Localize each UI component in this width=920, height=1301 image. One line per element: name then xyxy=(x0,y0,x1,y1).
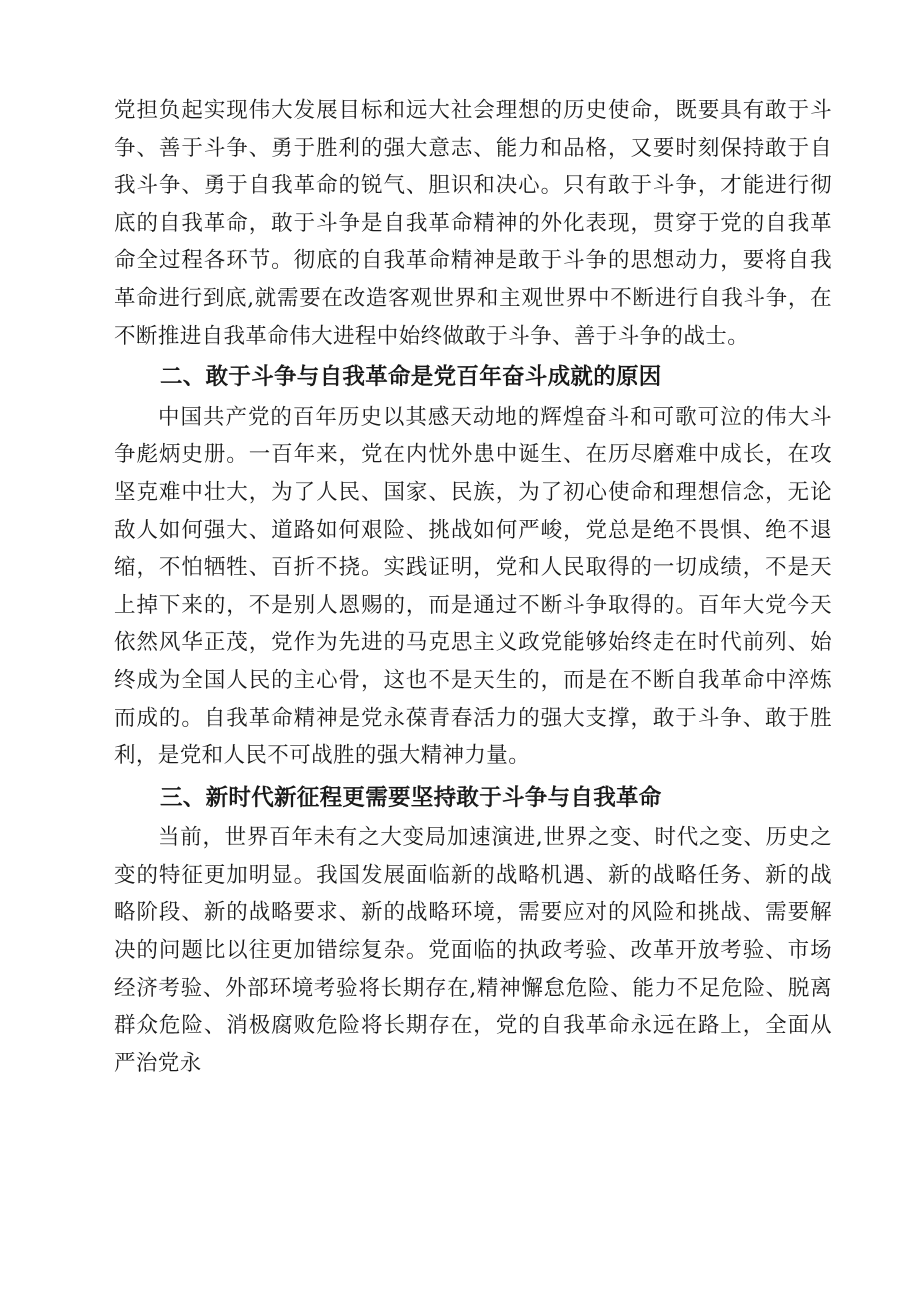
section-two-heading: 二、敢于斗争与自我革命是党百年奋斗成就的原因 xyxy=(160,364,662,391)
section-three-body: 当前，世界百年未有之大变局加速演进,世界之变、时代之变、历史之变的特征更加明显。我国发展面临新的战略机遇、新的战略任务、新的战略阶段、新的战略要求、新的战略环境，需要应对的风险和挑战、需要解决的问题比以往更加错综复杂。党面临的执政考验、改革开放考验、市场经济考验、外部环境考验将长期存在,精神懈怠危险、能力不足危险、脱离群众危险、消极腐败危险将长期存在，党的自我革命永远在路上，全面从严治党永 xyxy=(114,825,832,1076)
document-page xyxy=(114,92,832,1082)
section-two-body: 中国共产党的百年历史以其感天动地的辉煌奋斗和可歌可泣的伟大斗争彪炳史册。一百年来，党在内忧外患中诞生、在历尽磨难中成长，在攻坚克难中壮大，为了人民、国家、民族，为了初心使命和理想信念，无论敌人如何强大、道路如何艰险、挑战如何严峻，党总是绝不畏惧、绝不退缩，不怕牺牲、百折不挠。实践证明，党和人民取得的一切成绩，不是天上掉下来的，不是别人恩赐的，而是通过不断斗争取得的。百年大党今天依然风华正茂，党作为先进的马克思主义政党能够始终走在时代前列、始终成为全国人民的主心骨，这也不是天生的，而是在不断自我革命中淬炼而成的。自我革命精神是党永葆青春活力的强大支撑，敢于斗争、敢于胜利，是党和人民不可战胜的强大精神力量。 xyxy=(114,404,832,769)
section-three-heading: 三、新时代新征程更需要坚持敢于斗争与自我革命 xyxy=(160,784,662,811)
paragraph-continuation: 党担负起实现伟大发展目标和远大社会理想的历史使命，既要具有敢于斗争、善于斗争、勇于胜利的强大意志、能力和品格，又要时刻保持敢于自我斗争、勇于自我革命的锐气、胆识和决心。只有敢于斗争，才能进行彻底的自我革命，敢于斗争是自我革命精神的外化表现，贯穿于党的自我革命全过程各环节。彻底的自我革命精神是敢于斗争的思想动力，要将自我革命进行到底,就需要在改造客观世界和主观世界中不断进行自我斗争，在不断推进自我革命伟大进程中始终做敢于斗争、善于斗争的战士。 xyxy=(114,98,832,349)
